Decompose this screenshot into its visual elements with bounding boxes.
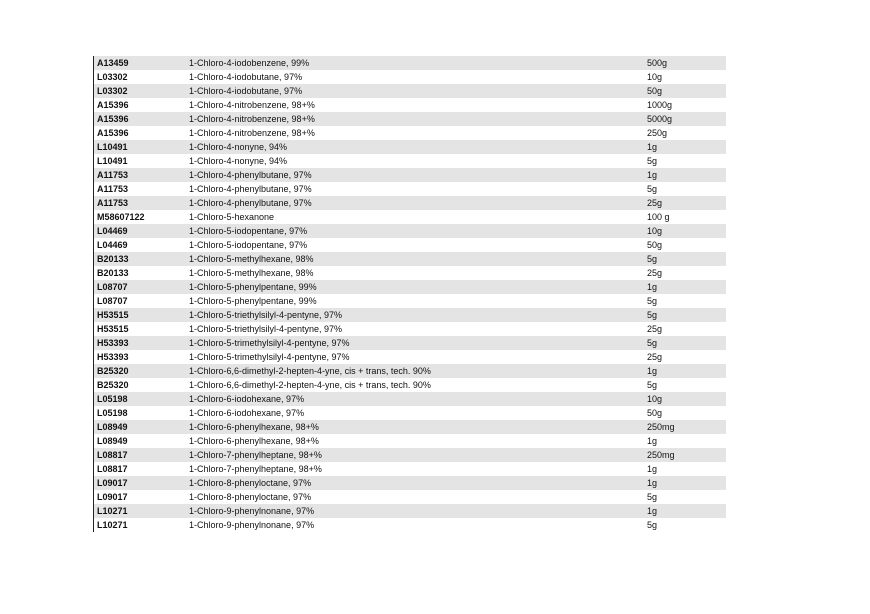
table-row: [94, 140, 726, 154]
catalog-number: L10271: [97, 520, 128, 530]
product-description: 1-Chloro-7-phenylheptane, 98+%: [189, 450, 322, 460]
catalog-number: L09017: [97, 492, 128, 502]
catalog-number: A15396: [97, 128, 129, 138]
table-row: [94, 364, 726, 378]
catalog-number: L03302: [97, 72, 128, 82]
package-size: 5g: [647, 338, 658, 348]
product-table: [93, 56, 726, 532]
package-size: 1g: [647, 366, 658, 376]
product-description: 1-Chloro-5-triethylsilyl-4-pentyne, 97%: [189, 310, 343, 320]
package-size: 5g: [647, 156, 658, 166]
table-row: [94, 84, 726, 98]
package-size: 1g: [647, 478, 658, 488]
product-description: 1-Chloro-5-trimethylsilyl-4-pentyne, 97%: [189, 352, 350, 362]
package-size: 5g: [647, 254, 658, 264]
catalog-number: M58607122: [97, 212, 145, 222]
product-description: 1-Chloro-6-phenylhexane, 98+%: [189, 422, 319, 432]
package-size: 25g: [647, 324, 663, 334]
table-row: [94, 392, 726, 406]
catalog-number: L10491: [97, 156, 128, 166]
table-row: [94, 252, 726, 266]
product-description: 1-Chloro-7-phenylheptane, 98+%: [189, 464, 322, 474]
table-row: [94, 336, 726, 350]
catalog-number: L04469: [97, 226, 128, 236]
table-row: [94, 406, 726, 420]
product-description: 1-Chloro-4-iodobutane, 97%: [189, 86, 303, 96]
table-row: [94, 350, 726, 364]
product-description: 1-Chloro-5-triethylsilyl-4-pentyne, 97%: [189, 324, 343, 334]
product-description: 1-Chloro-4-nonyne, 94%: [189, 142, 288, 152]
catalog-number: L10271: [97, 506, 128, 516]
table-row: [94, 462, 726, 476]
package-size: 5g: [647, 380, 658, 390]
product-description: 1-Chloro-5-phenylpentane, 99%: [189, 282, 317, 292]
catalog-number: L05198: [97, 408, 128, 418]
package-size: 25g: [647, 352, 663, 362]
catalog-number: L08949: [97, 436, 128, 446]
package-size: 50g: [647, 408, 663, 418]
product-description: 1-Chloro-5-iodopentane, 97%: [189, 226, 308, 236]
catalog-number: L03302: [97, 86, 128, 96]
table-row: [94, 322, 726, 336]
package-size: 10g: [647, 394, 663, 404]
table-row: [94, 434, 726, 448]
table-row: [94, 476, 726, 490]
package-size: 250mg: [647, 422, 675, 432]
product-description: 1-Chloro-4-iodobutane, 97%: [189, 72, 303, 82]
product-description: 1-Chloro-8-phenyloctane, 97%: [189, 492, 312, 502]
product-description: 1-Chloro-5-iodopentane, 97%: [189, 240, 308, 250]
table-row: [94, 238, 726, 252]
product-description: 1-Chloro-6-phenylhexane, 98+%: [189, 436, 319, 446]
product-description: 1-Chloro-6,6-dimethyl-2-hepten-4-yne, cis + trans, tech. 90%: [189, 366, 431, 376]
catalog-number: H53393: [97, 338, 129, 348]
catalog-number: H53515: [97, 324, 129, 334]
product-description: 1-Chloro-5-methylhexane, 98%: [189, 268, 314, 278]
table-row: [94, 308, 726, 322]
package-size: 1g: [647, 506, 658, 516]
catalog-number: L08707: [97, 282, 128, 292]
table-row: [94, 196, 726, 210]
table-row: [94, 448, 726, 462]
table-row: [94, 210, 726, 224]
package-size: 1g: [647, 282, 658, 292]
product-description: 1-Chloro-8-phenyloctane, 97%: [189, 478, 312, 488]
product-description: 1-Chloro-4-nitrobenzene, 98+%: [189, 114, 315, 124]
package-size: 1g: [647, 142, 658, 152]
table-row: [94, 224, 726, 238]
package-size: 50g: [647, 240, 663, 250]
catalog-number: A11753: [97, 184, 129, 194]
catalog-number: H53515: [97, 310, 129, 320]
table-row: [94, 126, 726, 140]
catalog-number: B25320: [97, 380, 129, 390]
package-size: 5g: [647, 492, 658, 502]
product-description: 1-Chloro-4-phenylbutane, 97%: [189, 198, 312, 208]
catalog-number: B25320: [97, 366, 129, 376]
catalog-number: A11753: [97, 170, 129, 180]
package-size: 1000g: [647, 100, 673, 110]
product-description: 1-Chloro-9-phenylnonane, 97%: [189, 506, 315, 516]
table-row: [94, 98, 726, 112]
product-description: 1-Chloro-6-iodohexane, 97%: [189, 394, 305, 404]
table-row: [94, 56, 726, 70]
package-size: 5000g: [647, 114, 673, 124]
catalog-number: A13459: [97, 58, 129, 68]
catalog-number: B20133: [97, 268, 129, 278]
catalog-number: A15396: [97, 114, 129, 124]
table-row: [94, 154, 726, 168]
catalog-number: L08817: [97, 450, 128, 460]
catalog-number: A11753: [97, 198, 129, 208]
catalog-number: L09017: [97, 478, 128, 488]
product-description: 1-Chloro-4-phenylbutane, 97%: [189, 170, 312, 180]
package-size: 50g: [647, 86, 663, 96]
product-description: 1-Chloro-9-phenylnonane, 97%: [189, 520, 315, 530]
package-size: 250mg: [647, 450, 675, 460]
package-size: 1g: [647, 170, 658, 180]
catalog-number: L08707: [97, 296, 128, 306]
package-size: 5g: [647, 296, 658, 306]
package-size: 5g: [647, 520, 658, 530]
catalog-number: H53393: [97, 352, 129, 362]
table-row: [94, 420, 726, 434]
table-row: [94, 168, 726, 182]
table-row: [94, 70, 726, 84]
package-size: 500g: [647, 58, 668, 68]
table-row: [94, 294, 726, 308]
table-row: [94, 378, 726, 392]
table-row: [94, 280, 726, 294]
table-row: [94, 518, 726, 532]
catalog-number: A15396: [97, 100, 129, 110]
catalog-number: L04469: [97, 240, 128, 250]
product-description: 1-Chloro-4-nitrobenzene, 98+%: [189, 128, 315, 138]
catalog-number: L08817: [97, 464, 128, 474]
table-row: [94, 182, 726, 196]
product-description: 1-Chloro-4-nonyne, 94%: [189, 156, 288, 166]
package-size: 5g: [647, 310, 658, 320]
table-row: [94, 490, 726, 504]
package-size: 250g: [647, 128, 668, 138]
catalog-number: L05198: [97, 394, 128, 404]
table-row: [94, 266, 726, 280]
catalog-number: L08949: [97, 422, 128, 432]
product-description: 1-Chloro-5-hexanone: [189, 212, 275, 222]
package-size: 10g: [647, 72, 663, 82]
package-size: 1g: [647, 436, 658, 446]
product-description: 1-Chloro-5-methylhexane, 98%: [189, 254, 314, 264]
product-description: 1-Chloro-6,6-dimethyl-2-hepten-4-yne, cis + trans, tech. 90%: [189, 380, 431, 390]
package-size: 5g: [647, 184, 658, 194]
package-size: 25g: [647, 198, 663, 208]
catalog-number: L10491: [97, 142, 128, 152]
product-description: 1-Chloro-4-nitrobenzene, 98+%: [189, 100, 315, 110]
package-size: 25g: [647, 268, 663, 278]
product-description: 1-Chloro-4-phenylbutane, 97%: [189, 184, 312, 194]
product-description: 1-Chloro-5-phenylpentane, 99%: [189, 296, 317, 306]
product-description: 1-Chloro-6-iodohexane, 97%: [189, 408, 305, 418]
package-size: 10g: [647, 226, 663, 236]
package-size: 1g: [647, 464, 658, 474]
package-size: 100 g: [647, 212, 670, 222]
product-description: 1-Chloro-4-iodobenzene, 99%: [189, 58, 310, 68]
catalog-number: B20133: [97, 254, 129, 264]
table-row: [94, 504, 726, 518]
product-description: 1-Chloro-5-trimethylsilyl-4-pentyne, 97%: [189, 338, 350, 348]
table-row: [94, 112, 726, 126]
